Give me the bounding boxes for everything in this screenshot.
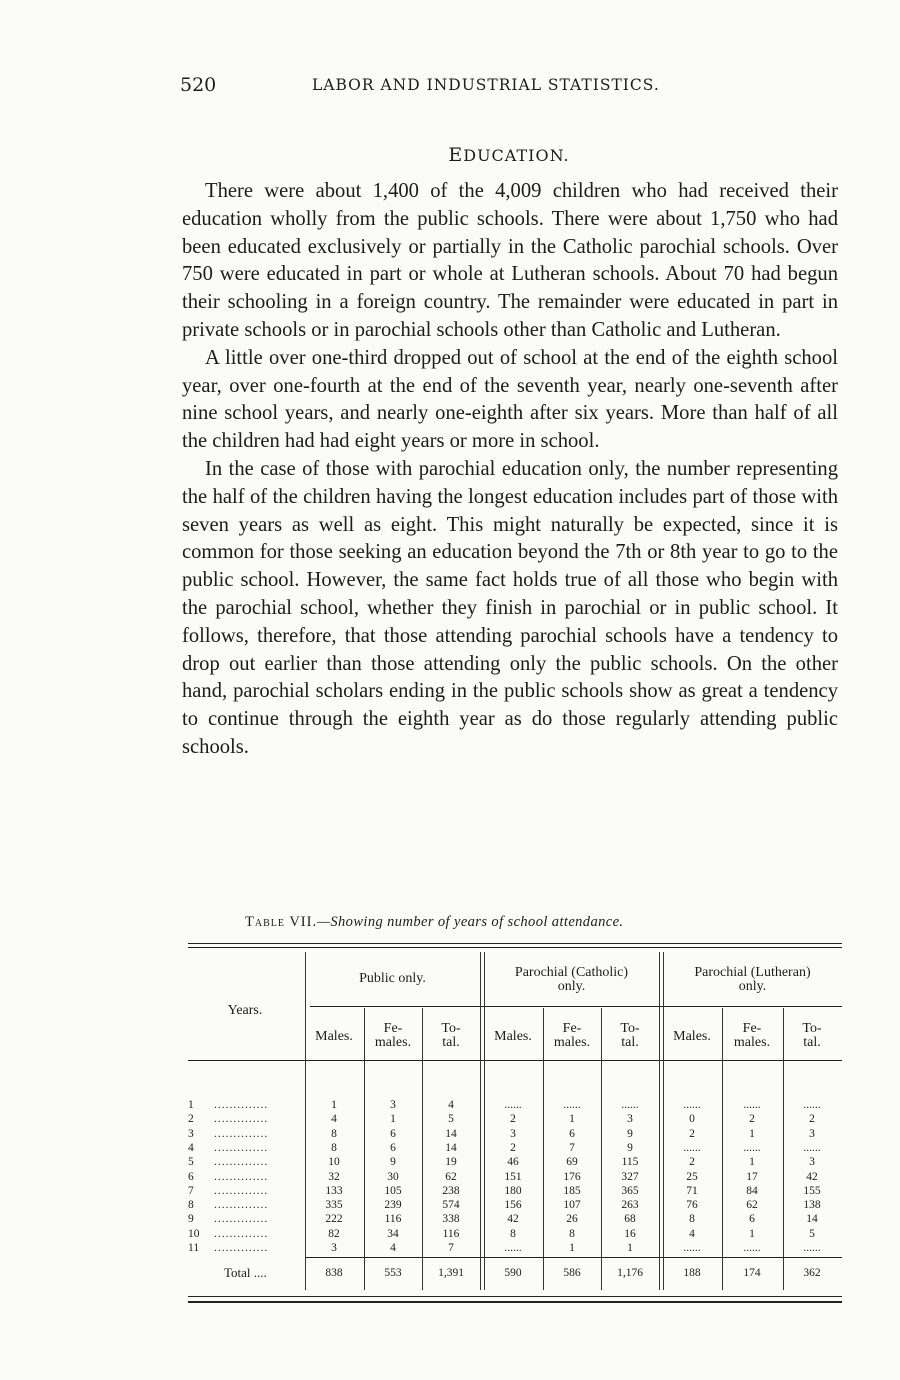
table-cell: 14 (445, 1127, 457, 1140)
table-cell: 6 (390, 1127, 396, 1140)
table-cell: 30 (387, 1170, 399, 1183)
column-header-line: To- (620, 1021, 640, 1036)
table-cell: ...... (683, 1099, 701, 1111)
table-cell: 8 (689, 1213, 695, 1226)
table-cell: 14 (806, 1213, 818, 1226)
row-year: 3 (188, 1127, 194, 1140)
table-cell: 239 (384, 1199, 402, 1212)
paragraph: In the case of those with parochial education only, the number representing the half of the children having the longest education includes part of those with seven years as well as eight. This might naturally be expected, since it is common for those seeking an education beyond the 7th or 8th year to go to the public school. However, the same fact holds true of all those who begin with the parochial school, whether they finish in parochial or in public school. It follows, therefore, that those attending parochial schools have a tendency to drop out earlier than those attending only the public schools. On the other hand, parochial scholars ending in the public schools show as great a tendency to continue through the eighth year as do those regularly attending public schools. (182, 457, 838, 758)
table-cell: 46 (507, 1156, 519, 1169)
column-header-line: tal. (621, 1035, 639, 1050)
table-cell: 2 (689, 1127, 695, 1140)
table-cell: 1 (569, 1242, 575, 1254)
group-underline (310, 1006, 842, 1007)
table-cell: 1 (627, 1242, 633, 1254)
table-cell: 156 (504, 1199, 522, 1212)
row-leader-dots: .............. (214, 1242, 269, 1254)
table-cell: 185 (563, 1184, 581, 1197)
table-cell: 0 (689, 1113, 695, 1126)
table-cell: 8 (331, 1127, 337, 1140)
table-cell: 69 (566, 1156, 578, 1169)
total-cell: 362 (803, 1267, 821, 1279)
column-header (722, 1022, 782, 1050)
total-cell: 590 (504, 1267, 522, 1279)
table-cell: 2 (749, 1113, 755, 1126)
total-cell: 188 (683, 1267, 701, 1279)
table-cell: 365 (621, 1184, 639, 1197)
row-year: 4 (188, 1141, 194, 1154)
column-header (363, 1022, 423, 1050)
table-cell: 62 (445, 1170, 457, 1183)
table-cell: 180 (504, 1184, 522, 1197)
table-caption (245, 914, 623, 931)
column-header-line: Fe- (562, 1021, 582, 1036)
table-cell: 71 (686, 1184, 698, 1197)
table-cell: 82 (328, 1227, 340, 1240)
column-header (483, 1030, 543, 1044)
column-header (600, 1022, 660, 1050)
table-cell: 68 (624, 1213, 636, 1226)
table-cell: ...... (504, 1242, 522, 1254)
group-header-line: Parochial (Catholic) (514, 965, 629, 980)
section-title-initial: E (448, 144, 464, 166)
table-cell: ...... (743, 1141, 761, 1154)
table-cell: 138 (803, 1199, 821, 1212)
row-leader-dots: .............. (214, 1213, 269, 1226)
group-header (305, 972, 480, 986)
table-cell: 3 (809, 1156, 815, 1169)
column-divider (722, 1008, 723, 1290)
table-cell: 17 (746, 1170, 758, 1183)
column-header-line: tal. (442, 1035, 460, 1050)
body-text (182, 178, 838, 762)
row-header-years: Years. (227, 1003, 263, 1018)
row-year: 2 (188, 1113, 194, 1126)
total-cell: 586 (563, 1267, 581, 1279)
row-year: 5 (188, 1156, 194, 1169)
table-rule (188, 1296, 842, 1297)
table-cell: 1 (390, 1113, 396, 1126)
table-cell: 76 (686, 1199, 698, 1212)
table-cell: ...... (621, 1099, 639, 1111)
table-caption-text: —Showing number of years of school attendance. (317, 914, 624, 930)
group-header (663, 966, 842, 994)
column-header-line: To- (802, 1021, 822, 1036)
table-cell: 5 (809, 1227, 815, 1240)
table-cell: 7 (448, 1242, 454, 1254)
column-header-line: males. (733, 1035, 771, 1050)
column-header-line: To- (441, 1021, 461, 1036)
table-cell: 62 (746, 1199, 758, 1212)
column-header-line: males. (553, 1035, 591, 1050)
table-cell: 6 (390, 1141, 396, 1154)
total-label: Total .... (224, 1265, 267, 1280)
row-leader-dots: .............. (214, 1199, 269, 1212)
section-title-rest: DUCATION. (463, 146, 570, 165)
table-cell: 238 (442, 1184, 460, 1197)
running-title: LABOR AND INDUSTRIAL STATISTICS. (312, 76, 660, 94)
row-year: 10 (188, 1227, 200, 1240)
table-cell: 26 (566, 1213, 578, 1226)
table-cell: 34 (387, 1227, 399, 1240)
row-leader-dots: .............. (214, 1184, 269, 1197)
table-cell: 84 (746, 1184, 758, 1197)
table-cell: 222 (325, 1213, 343, 1226)
table-rule (188, 1301, 842, 1303)
row-leader-dots: .............. (214, 1156, 269, 1169)
table-cell: 4 (448, 1099, 454, 1111)
column-header-line: Males. (673, 1029, 711, 1044)
table-cell: ...... (504, 1099, 522, 1111)
group-header (484, 966, 659, 994)
table-cell: 3 (331, 1242, 337, 1254)
table-cell: 176 (563, 1170, 581, 1183)
total-cell: 838 (325, 1267, 343, 1279)
table-cell: 9 (390, 1156, 396, 1169)
column-header-line: Fe- (383, 1021, 403, 1036)
total-rule (305, 1257, 842, 1258)
column-header-line: Males. (494, 1029, 532, 1044)
table-cell: 4 (689, 1227, 695, 1240)
table-cell: 4 (331, 1113, 337, 1126)
total-cell: 553 (384, 1267, 402, 1279)
table-cell: ...... (743, 1099, 761, 1111)
paragraph: There were about 1,400 of the 4,009 children who had received their education wholly from the public schools. There were about 1,750 who had been educated exclusively or partially in the Catholic parochial schools. Over 750 were educated in part or whole at Lutheran schools. About 70 had begun their schooling in a foreign country. The remainder were educated in part in private schools or in parochial schools other than Catholic and Lutheran. (182, 180, 838, 341)
table-cell: 105 (384, 1184, 402, 1197)
row-year: 1 (188, 1099, 194, 1111)
table-cell: 6 (749, 1213, 755, 1226)
group-header-line: only. (557, 979, 586, 994)
total-cell: 1,176 (617, 1267, 643, 1279)
table-cell: 133 (325, 1184, 343, 1197)
table-cell: ...... (683, 1242, 701, 1254)
table-cell: 3 (627, 1113, 633, 1126)
table-cell: 116 (384, 1213, 402, 1226)
table-cell: 9 (627, 1141, 633, 1154)
table-cell: 4 (390, 1242, 396, 1254)
table-cell: 8 (569, 1227, 575, 1240)
table-cell: 3 (390, 1099, 396, 1111)
table-cell: 8 (331, 1141, 337, 1154)
table-cell: 151 (504, 1170, 522, 1183)
table-cell: 327 (621, 1170, 639, 1183)
table-cell: 32 (328, 1170, 340, 1183)
row-leader-dots: .............. (214, 1127, 269, 1140)
row-year: 8 (188, 1199, 194, 1212)
table-cell: 25 (686, 1170, 698, 1183)
group-header-line: Parochial (Lutheran) (694, 965, 811, 980)
column-header (662, 1030, 722, 1044)
table-cell: 155 (803, 1184, 821, 1197)
table-cell: 116 (442, 1227, 460, 1240)
table-cell: 338 (442, 1213, 460, 1226)
row-leader-dots: .............. (214, 1099, 269, 1111)
table-cell: 1 (331, 1099, 337, 1111)
total-cell: 174 (743, 1267, 761, 1279)
table-cell: 335 (325, 1199, 343, 1212)
row-year: 7 (188, 1184, 194, 1197)
group-header-line: only. (738, 979, 767, 994)
table-cell: ...... (803, 1099, 821, 1111)
table-cell: ...... (683, 1141, 701, 1154)
table-cell: 16 (624, 1227, 636, 1240)
table-cell: 14 (445, 1141, 457, 1154)
table-cell: 42 (806, 1170, 818, 1183)
row-year: 11 (188, 1242, 200, 1254)
table-cell: ...... (563, 1099, 581, 1111)
paragraph: A little over one-third dropped out of school at the end of the eighth school year, over one-fourth at the end of the seventh year, nearly one-seventh after nine school years, and nearly one-eighth after six years. More than half of all the children had had eight years or more in school. (182, 346, 838, 453)
table-cell: 1 (749, 1127, 755, 1140)
table-cell: 6 (569, 1127, 575, 1140)
row-leader-dots: .............. (214, 1113, 269, 1126)
column-header (304, 1030, 364, 1044)
row-leader-dots: .............. (214, 1227, 269, 1240)
table-caption-label: Table VII. (245, 914, 318, 930)
table-cell: 107 (563, 1199, 581, 1212)
table-cell: 9 (627, 1127, 633, 1140)
table-cell: ...... (743, 1242, 761, 1254)
section-title (0, 144, 900, 166)
column-header-line: Males. (315, 1029, 353, 1044)
table-cell: 7 (569, 1141, 575, 1154)
table-cell: 115 (621, 1156, 639, 1169)
row-year: 9 (188, 1213, 194, 1226)
table-cell: 5 (448, 1113, 454, 1126)
table-cell: 1 (749, 1227, 755, 1240)
table-cell: 10 (328, 1156, 340, 1169)
table-cell: 574 (442, 1199, 460, 1212)
table-cell: 19 (445, 1156, 457, 1169)
table-cell: 263 (621, 1199, 639, 1212)
table-rule (188, 943, 842, 944)
row-leader-dots: .............. (214, 1170, 269, 1183)
column-divider (659, 952, 660, 1290)
column-header (782, 1022, 842, 1050)
row-leader-dots: .............. (214, 1141, 269, 1154)
table-cell: 2 (510, 1113, 516, 1126)
header-bottom-rule (188, 1060, 842, 1061)
column-header-line: males. (374, 1035, 412, 1050)
table-cell: 2 (809, 1113, 815, 1126)
table-cell: 2 (689, 1156, 695, 1169)
column-header-line: Fe- (742, 1021, 762, 1036)
total-cell: 1,391 (438, 1267, 464, 1279)
table-cell: ...... (803, 1242, 821, 1254)
column-divider (480, 952, 481, 1290)
table-cell: 3 (510, 1127, 516, 1140)
table-cell: 1 (569, 1113, 575, 1126)
column-header-line: tal. (803, 1035, 821, 1050)
table-rule (188, 947, 842, 948)
row-year: 6 (188, 1170, 194, 1183)
table-cell: 8 (510, 1227, 516, 1240)
table-cell: 1 (749, 1156, 755, 1169)
table-cell: 3 (809, 1127, 815, 1140)
table-cell: 42 (507, 1213, 519, 1226)
column-header (421, 1022, 481, 1050)
table-cell: ...... (803, 1141, 821, 1154)
page-number: 520 (180, 74, 217, 96)
column-header (542, 1022, 602, 1050)
table-cell: 2 (510, 1141, 516, 1154)
group-header-line: Public only. (359, 971, 426, 986)
